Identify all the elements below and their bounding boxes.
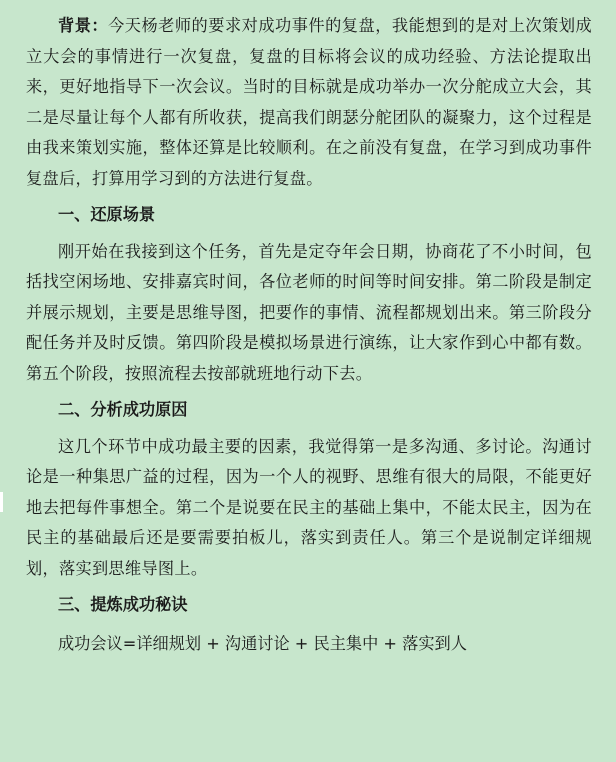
background-label: 背景： [58, 16, 109, 35]
section-heading-success-reasons: 二、分析成功原因 [58, 400, 188, 419]
success-formula: 成功会议=详细规划 + 沟通讨论 + 民主集中 + 落实到人 [58, 633, 467, 653]
document-page [26, 11, 592, 659]
left-edge-marker [0, 492, 3, 512]
background-paragraph [26, 11, 592, 194]
section-heading-restore-scene: 一、还原场景 [58, 205, 156, 224]
background-text: 今天杨老师的要求对成功事件的复盘，我能想到的是对上次策划成立大会的事情进行一次复盘，复盘的目标将会议的成功经验、方法论提取出来，更好地指导下一次会议。当时的目标就是成功举办一次分舵成立大会，其二是尽量让每个人都有所收获，提高我们朗瑟分舵团队的凝聚力，这个过程是由我来策划实施，整体还算是比较顺利。在之前没有复盘，在学习到成功事件复盘后，打算用学习到的方法进行复盘。 [26, 16, 593, 188]
section-body-restore-scene: 刚开始在我接到这个任务，首先是定夺年会日期，协商花了不小时间，包括找空闲场地、安排嘉宾时间，各位老师的时间等时间安排。第二阶段是制定并展示规划，主要是思维导图，把要作的事情、流程都规划出来。第三阶段分配任务并及时反馈。第四阶段是模拟场景进行演练，让大家作到心中都有数。第五个阶段，按照流程去按部就班地行动下去。 [26, 241, 592, 383]
section-body-success-reasons: 这几个环节中成功最主要的因素，我觉得第一是多沟通、多讨论。沟通讨论是一种集思广益的过程，因为一个人的视野、思维有很大的局限，不能更好地去把每件事想全。第二个是说要在民主的基础上集中，不能太民主，因为在民主的基础最后还是要需要拍板儿，落实到责任人。第三个是说制定详细规划，落实到思维导图上。 [26, 436, 592, 578]
section-heading-success-secret: 三、提炼成功秘诀 [58, 595, 188, 614]
